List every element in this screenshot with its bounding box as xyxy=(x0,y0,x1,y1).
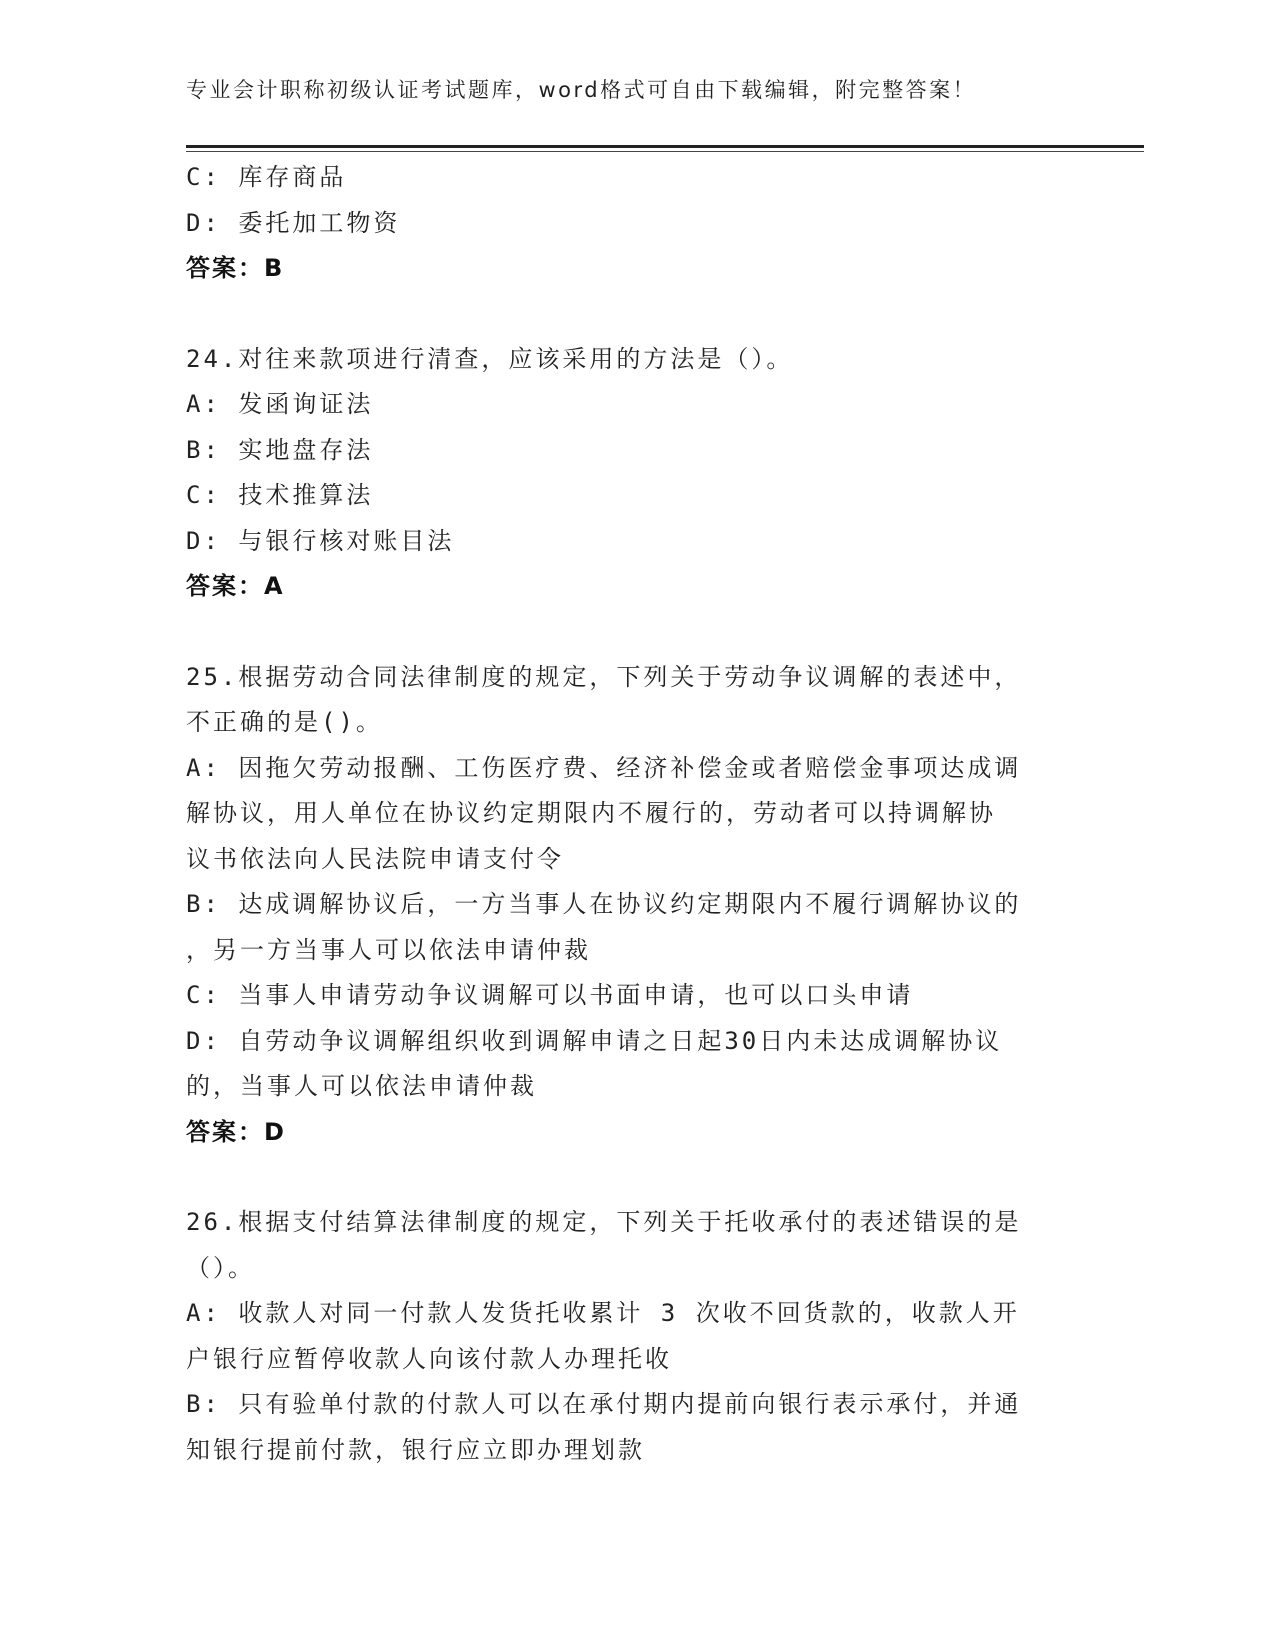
option-line: B: 只有验单付款的付款人可以在承付期内提前向银行表示承付，并通 xyxy=(186,1390,1022,1418)
question-26 xyxy=(186,1200,1066,1473)
answer-line: 答案：A xyxy=(186,572,285,600)
header-rule-thick xyxy=(186,145,1144,148)
spacer xyxy=(186,610,1066,655)
option-line: ，另一方当事人可以依法申请仲裁 xyxy=(186,935,591,964)
prev-question xyxy=(186,155,1066,292)
question-stem: （）。 xyxy=(186,1253,255,1282)
option-line: D: 自劳动争议调解组织收到调解申请之日起30日内未达成调解协议 xyxy=(186,1026,1003,1055)
spacer xyxy=(186,292,1066,337)
answer-line: 答案：B xyxy=(186,254,285,282)
option-line: C: 库存商品 xyxy=(186,163,347,191)
question-24 xyxy=(186,337,1066,610)
question-content xyxy=(186,155,1066,1473)
option-line: 议书依法向人民法院申请支付令 xyxy=(186,844,564,873)
option-line: C: 当事人申请劳动争议调解可以书面申请，也可以口头申请 xyxy=(186,981,914,1009)
option-line: A: 因拖欠劳动报酬、工伤医疗费、经济补偿金或者赔偿金事项达成调 xyxy=(186,753,1022,782)
option-line: C: 技术推算法 xyxy=(186,481,374,509)
option-line: B: 实地盘存法 xyxy=(186,435,374,464)
header-rule-thin xyxy=(186,151,1144,152)
option-line: A: 收款人对同一付款人发货托收累计 3 次收不回货款的，收款人开 xyxy=(186,1299,1020,1327)
answer-line: 答案：D xyxy=(186,1117,286,1146)
option-line: A: 发函询证法 xyxy=(186,390,374,418)
option-line: D: 与银行核对账目法 xyxy=(186,526,455,555)
page-header: 专业会计职称初级认证考试题库，word格式可自由下载编辑，附完整答案！ xyxy=(186,78,977,102)
question-stem: 26.根据支付结算法律制度的规定，下列关于托收承付的表述错误的是 xyxy=(186,1208,1022,1236)
option-line: 知银行提前付款，银行应立即办理划款 xyxy=(186,1435,645,1464)
option-line: 解协议，用人单位在协议约定期限内不履行的，劳动者可以持调解协 xyxy=(186,799,996,827)
option-line: 的，当事人可以依法申请仲裁 xyxy=(186,1072,537,1100)
option-line: D: 委托加工物资 xyxy=(186,208,401,237)
question-stem: 不正确的是()。 xyxy=(186,708,383,736)
question-25 xyxy=(186,655,1066,1156)
option-line: B: 达成调解协议后，一方当事人在协议约定期限内不履行调解协议的 xyxy=(186,890,1022,918)
option-line: 户银行应暂停收款人向该付款人办理托收 xyxy=(186,1344,672,1373)
question-stem: 24.对往来款项进行清查，应该采用的方法是（）。 xyxy=(186,344,794,373)
spacer xyxy=(186,1155,1066,1200)
question-stem: 25.根据劳动合同法律制度的规定，下列关于劳动争议调解的表述中， xyxy=(186,662,1022,691)
